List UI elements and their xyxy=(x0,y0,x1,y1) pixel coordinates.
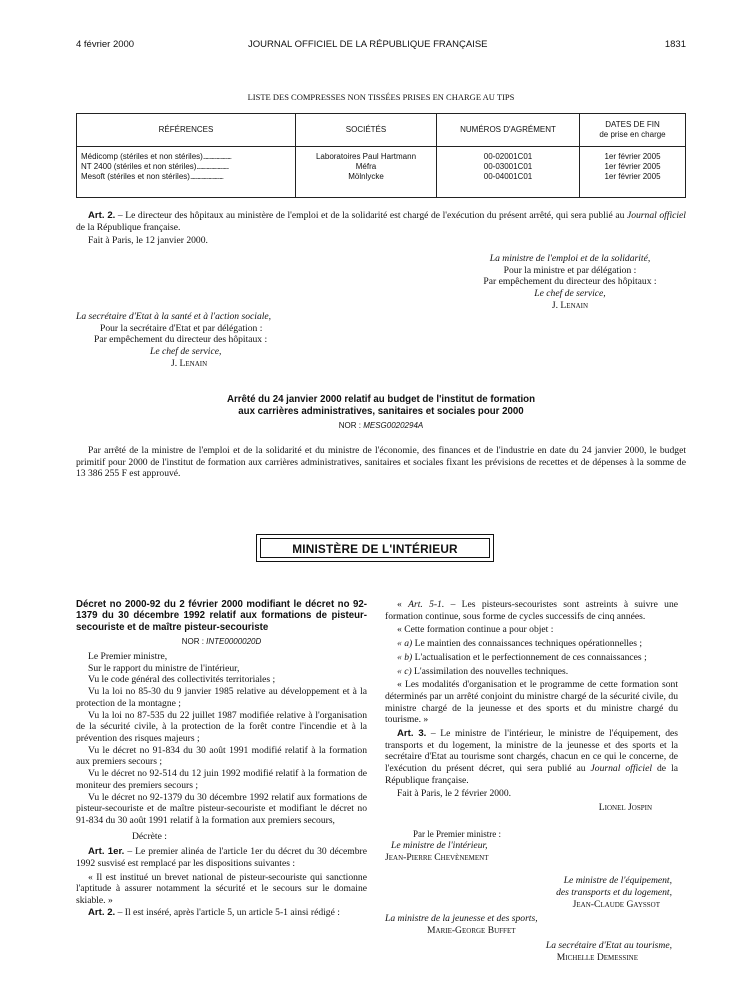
minister-signatory: J. Lenain xyxy=(551,299,589,311)
minister-youth-title: La ministre de la jeunesse et des sports, xyxy=(385,913,538,925)
secretary-delegation: Pour la secrétaire d'Etat et par délégation : xyxy=(100,322,263,334)
nor-code: INTE0000020D xyxy=(206,637,262,647)
minister-youth-name: Marie-George Buffet xyxy=(427,925,516,937)
signature-block-minister xyxy=(440,253,700,312)
secretary-tourism-title: La secrétaire d'Etat au tourisme, xyxy=(545,939,672,951)
item-a: Le maintien des connaissances techniques opérationnelles ; xyxy=(412,638,643,650)
table-row-2-societe: Méfra xyxy=(355,161,377,171)
compresses-table xyxy=(76,113,686,198)
arrete-body xyxy=(76,445,686,480)
dates-cell xyxy=(580,147,686,198)
column-header-societes: SOCIÉTÉS xyxy=(296,114,437,147)
table-row-1-numero: 00-02001C01 xyxy=(483,152,533,161)
ref-text: Mesoft (stériles et non stériles) xyxy=(81,171,190,181)
ministry-banner-frame xyxy=(256,534,494,562)
table-row-2-numero: 00-03001C01 xyxy=(483,161,533,171)
decrete: Décrète : xyxy=(132,830,167,842)
secretary-tourism-name: Michelle Demessine xyxy=(556,951,638,963)
signature-block-decret xyxy=(385,829,678,963)
arrete-body-text: Par arrêté de la ministre de l'emploi et de la solidarité et du ministre de l'économie, des finances et de l'industrie en date du 24 janvier 2000, le budget primitif pour 2000 de l'institut de formation aux carrières administratives, sanitaires et sociales fixant les prévisions de recettes et de dépenses à la somme de 13 386 255 F est approuvé. xyxy=(76,445,686,480)
minister-empechement: Par empêchement du directeur des hôpitaux : xyxy=(483,276,657,288)
minister-equipment-name: Jean-Claude Gayssot xyxy=(572,898,660,910)
nor-code: MESG0020294A xyxy=(363,421,424,430)
header-date: 4 février 2000 xyxy=(76,39,135,50)
visa-line: Vu le décret no 92-514 du 12 juin 1992 modifié relatif à la formation de moniteur des premiers secours ; xyxy=(76,768,367,791)
article-2-text-end: de la République française. xyxy=(76,221,181,233)
page-number: 1831 xyxy=(664,39,686,50)
ref-text: NT 2400 (stériles et non stériles) xyxy=(81,161,197,171)
secretary-role: Le chef de service, xyxy=(150,346,222,358)
item-b: L'actualisation et le perfectionnement de ces connaissances ; xyxy=(412,651,647,663)
decret-right-column xyxy=(385,599,678,814)
secretary-empechement: Par empêchement du directeur des hôpitaux : xyxy=(94,334,268,346)
par-premier-ministre: Par le Premier ministre : xyxy=(413,829,501,839)
table-caption: LISTE DES COMPRESSES NON TISSÉES PRISES EN CHARGE AU TIPS xyxy=(247,92,515,102)
visa-line: Vu le décret no 91-834 du 30 août 1991 modifié relatif à la formation aux premiers secours ; xyxy=(76,744,367,768)
minister-equipment-title-1: Le ministre de l'équipement, xyxy=(563,875,672,887)
column-header-numeros: NUMÉROS D'AGRÉMENT xyxy=(437,114,580,147)
journal-officiel-ref: Journal officiel xyxy=(626,210,686,221)
table-row-1-date: 1er février 2005 xyxy=(604,152,661,161)
signatory-prime-minister: Lionel Jospin xyxy=(598,802,652,814)
article-2-text: – Il est inséré, après l'article 5, un article 5-1 ainsi rédigé : xyxy=(115,906,340,918)
table-row-1-societe: Laboratoires Paul Hartmann xyxy=(315,152,417,161)
article-1-label: Art. 1er. xyxy=(88,846,125,858)
formation-objet: « Cette formation continue a pour objet : xyxy=(397,624,554,636)
article-3-label: Art. 3. xyxy=(397,728,427,740)
minister-interior-title: Le ministre de l'intérieur, xyxy=(391,839,488,851)
minister-delegation: Pour la ministre et par délégation : xyxy=(503,264,637,276)
visa-line: Le Premier ministre, xyxy=(88,651,168,663)
article-1-text: – Le premier alinéa de l'article 1er du décret du 30 décembre 1992 susvisé est remplacé par les dispositions suivantes : xyxy=(76,846,368,870)
table-row-2-ref: NT 2400 (stériles et non stériles).......................... xyxy=(81,161,229,171)
article-3-text: – Le ministre de l'intérieur, le ministre de l'équipement, des transports et du logement, la ministre de la jeunesse et des sports et la secrétaire d'Etat au tourisme sont chargés, chacun en ce qui le concerne, de l'exécution du présent décret, qui sera publié au xyxy=(385,728,678,775)
article-3-text-end: de la République française. xyxy=(385,763,678,786)
arrete-title-line2: aux carrières administratives, sanitaires et sociales pour 2000 xyxy=(238,405,524,417)
column-header-dates-line2: de prise en charge xyxy=(599,130,666,139)
column-header-dates xyxy=(580,114,686,147)
table-row-3-numero: 00-04001C01 xyxy=(483,171,533,181)
societes-cell xyxy=(296,147,437,198)
article-2-text: – Le directeur des hôpitaux au ministère de l'emploi et de la solidarité est chargé de l'exécution du présent arrêté, qui sera publié au xyxy=(115,210,627,221)
visa-line: Vu la loi no 87-535 du 22 juillet 1987 modifiée relative à l'organisation de la sécurité civile, à la protection de la forêt contre l'incendie et à la prévention des risques majeurs ; xyxy=(76,709,367,744)
item-c-prefix: « c) xyxy=(397,665,412,677)
column-header-references: RÉFÉRENCES xyxy=(77,114,296,147)
journal-title: JOURNAL OFFICIEL DE LA RÉPUBLIQUE FRANÇAISE xyxy=(248,39,488,50)
item-b-prefix: « b) xyxy=(397,651,413,663)
item-c: L'assimilation des nouvelles techniques. xyxy=(411,665,569,677)
visa-line: Vu le code général des collectivités territoriales ; xyxy=(88,674,276,686)
nor-label: NOR : xyxy=(181,637,207,647)
article-1-quote: « Il est institué un brevet national de pisteur-secouriste qui sanctionne l'aptitude à assurer notamment la sécurité et le secours sur le domaine skiable. » xyxy=(76,871,367,907)
table-row-1-ref: Médicomp (stériles et non stériles)....................... xyxy=(81,152,231,161)
table-row-3-date: 1er février 2005 xyxy=(604,171,661,181)
article-5-1-text: – Les pisteurs-secouristes sont astreints à suivre une formation continue, sous forme de cycles successifs de cinq années. xyxy=(385,599,678,622)
quote-mark: « xyxy=(397,599,409,610)
decret-nor xyxy=(76,637,367,647)
table-row-3-societe: Mölnlycke xyxy=(348,171,384,181)
nor-label: NOR : xyxy=(338,421,364,430)
minister-equipment-title-2: des transports et du logement, xyxy=(556,887,672,899)
visa-line: Sur le rapport du ministre de l'intérieur, xyxy=(88,662,240,674)
fait-a-paris-decret: Fait à Paris, le 2 février 2000. xyxy=(397,787,512,799)
modalites-paragraph: « Les modalités d'organisation et le programme de cette formation sont déterminés par un arrêté conjoint du ministre chargé de la sécurité civile, du ministre chargé de la jeunesse et des sports et du ministre chargé du tourisme. » xyxy=(385,679,678,726)
table-row-3-ref: Mesoft (stériles et non stériles)........................... xyxy=(81,171,223,181)
article-2-label: Art. 2. xyxy=(88,210,116,221)
visa-line: Vu le décret no 92-1379 du 30 décembre 1992 relatif aux formations de pisteur-secouriste et de maître pisteur-secouriste et modifiant le décret no 91-834 du 30 août 1991 relatif à la formation aux premiers secours, xyxy=(76,791,367,826)
ministry-banner: MINISTÈRE DE L'INTÉRIEUR xyxy=(260,538,490,558)
decret-left-column xyxy=(76,599,367,919)
references-cell xyxy=(77,147,296,198)
minister-role: Le chef de service, xyxy=(534,288,606,300)
table-row-2-date: 1er février 2005 xyxy=(604,161,661,171)
item-a-prefix: « a) xyxy=(397,638,413,650)
article-2-paragraph xyxy=(76,210,686,247)
visa-line: Vu la loi no 85-30 du 9 janvier 1985 relative au développement et à la protection de la montagne ; xyxy=(76,686,367,709)
arrete-title xyxy=(76,394,686,417)
column-header-dates-line1: DATES DE FIN xyxy=(605,120,660,130)
article-5-1-label: Art. 5-1. xyxy=(408,599,445,610)
decret-title: Décret no 2000-92 du 2 février 2000 modifiant le décret no 92-1379 du 30 décembre 1992 relatif aux formations de pisteur-secouriste et de maître pisteur-secouriste xyxy=(76,599,367,633)
secretary-signatory: J. Lenain xyxy=(171,357,208,369)
minister-title: La ministre de l'emploi et de la solidarité, xyxy=(489,253,651,264)
numeros-cell xyxy=(437,147,580,198)
arrete-title-line1: Arrêté du 24 janvier 2000 relatif au budget de l'institut de formation xyxy=(226,394,536,405)
article-2-label: Art. 2. xyxy=(88,906,116,918)
journal-officiel-ref: Journal officiel xyxy=(590,763,653,775)
ref-text: Médicomp (stériles et non stériles) xyxy=(81,152,203,161)
fait-a-paris: Fait à Paris, le 12 janvier 2000. xyxy=(88,235,208,247)
signature-block-secretary xyxy=(76,311,306,370)
arrete-nor xyxy=(76,421,686,431)
secretary-title: La secrétaire d'Etat à la santé et à l'action sociale, xyxy=(76,311,272,322)
minister-interior-name: Jean-Pierre Chevènement xyxy=(385,851,489,863)
